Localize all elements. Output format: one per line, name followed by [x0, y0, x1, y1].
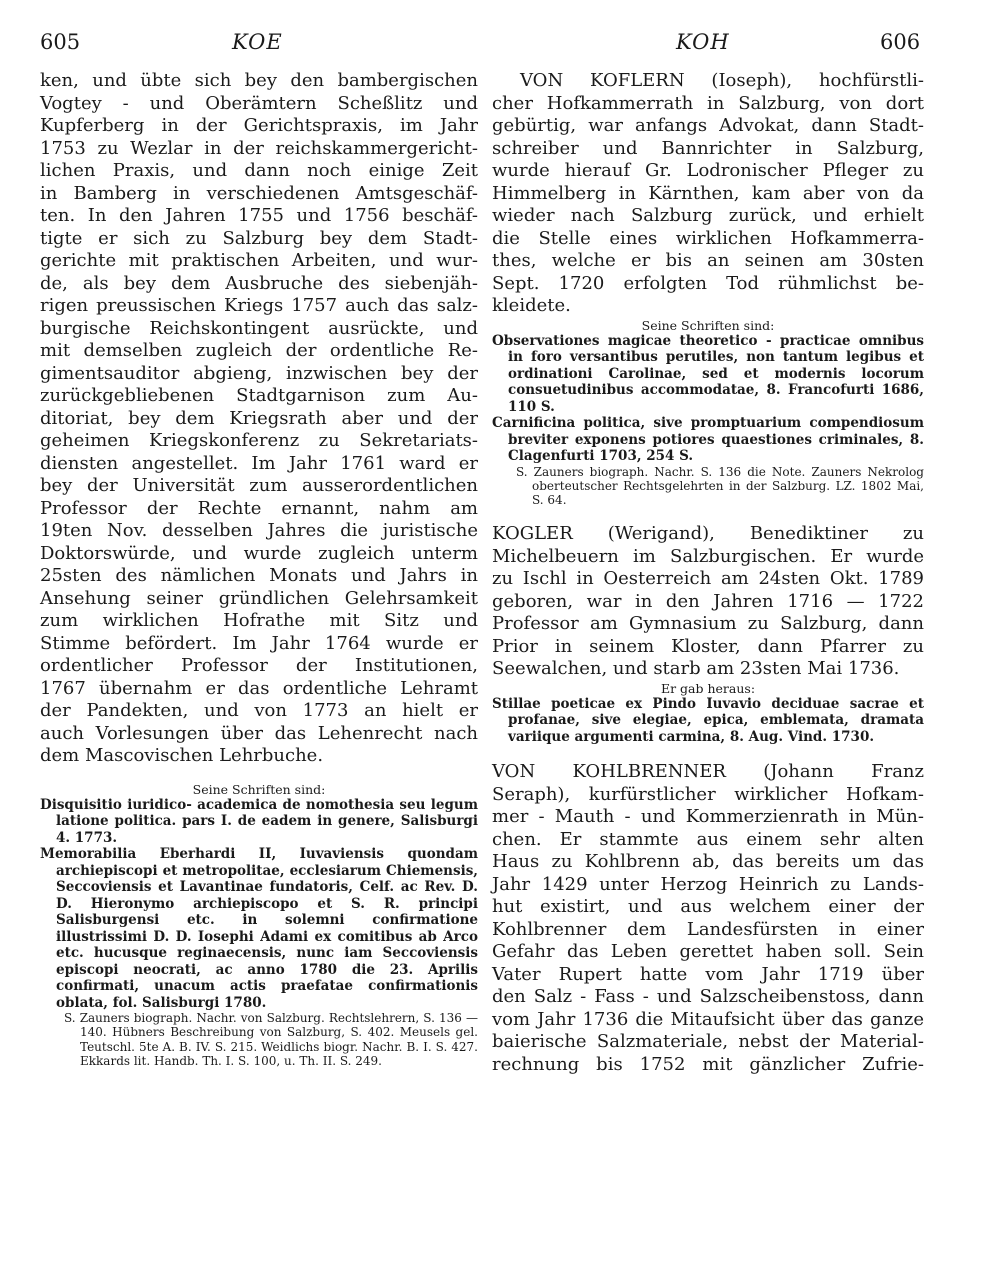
text-line: kleidete.: [492, 295, 571, 316]
text-line: wieder nach Salzburg zurück, und erhielt: [492, 205, 924, 226]
text-line: 19ten Nov. desselben Jahres die juristische: [40, 520, 478, 541]
body-paragraph: [40, 70, 478, 768]
entry-kogler: [492, 523, 924, 681]
text-line: auch Vorlesungen über das Lehenrecht nach: [40, 722, 478, 744]
right-column: [492, 70, 924, 1076]
text-line: 1753 zu Wezlar in der reichskammergericht-: [40, 137, 478, 159]
text-line: Gefahr das Leben gerettet haben soll. Sein: [492, 941, 924, 963]
bibliography-entry: Carnificina politica, sive promptuarium compendiosum breviter exponens potiores quaestiones criminales, 8. Clagenfurti 1703, 254 S.: [492, 415, 924, 464]
text-line: geboren, war in den Jahren 1716 — 1722: [492, 590, 924, 612]
text-line: Kohlbrenner dem Landesfürsten in einer: [492, 918, 924, 940]
text-line: in Bamberg in verschiedenen Amtsgeschäf-: [40, 182, 478, 204]
text-line: rigen preussischen Kriegs 1757 auch das salz-: [40, 295, 478, 316]
text-line: thes, welche er bis an seinen am 30sten: [492, 250, 924, 271]
bibliography-entry: Memorabilia Eberhardi II, Iuvaviensis quondam archiepiscopi et metropolitae, ecclesiarum Chiemensis, Seccoviensis et Lavantinae fundatoris, Celf. ac Rev. D. D. Hieronymo archiepiscopo et S. R. principi Salisburgensi etc. in solemni confirmatione illustrissimi D. D. Iosephi Adami ex comitibus ab Arco etc. hucusque reginaecensis, nunc iam Seccoviensis episcopi neocrati, ac anno 1780 die 23. Aprilis confirmati, unacum actis praefatae confirmationis oblata, fol. Salisburgi 1780.: [40, 846, 478, 1011]
page-number-left: 605: [40, 30, 81, 54]
text-line: Doktorswürde, und wurde zugleich unterm: [40, 542, 478, 564]
text-line: Sept. 1720 erfolgten Tod rühmlichst be-: [492, 272, 924, 294]
text-line: chen. Er stammte aus einem sehr alten: [492, 828, 924, 850]
text-line: Himmelberg in Kärnthen, kam aber von da: [492, 182, 924, 204]
text-line: de, als bey dem Ausbruche des siebenjäh-: [40, 272, 478, 294]
running-head-right: KOH: [676, 30, 730, 54]
works-heading: Seine Schriften sind:: [641, 317, 775, 333]
text-line: geheimen Kriegskonferenz zu Sekretariats-: [40, 430, 478, 451]
references-note: S. Zauners biograph. Nachr. S. 136 die Note. Zauners Nekrolog oberteutscher Rechtsgelehrten in der Salzburg. LZ. 1802 Mai, S. 64.: [516, 464, 924, 508]
text-line: gerichte mit praktischen Arbeiten, und wur-: [40, 250, 478, 271]
text-line: Prior in seinem Kloster, dann Pfarrer zu: [492, 635, 924, 657]
text-line: zurückgebliebenen Stadtgarnison zum Au-: [40, 385, 478, 406]
text-line: Vater Rupert hatte vom Jahr 1719 über: [492, 963, 924, 985]
text-line: Ansehung seiner gründlichen Gelehrsamkeit: [40, 587, 478, 609]
text-line: burgische Reichskontingent ausrückte, und: [40, 317, 478, 339]
text-line: Michelbeuern im Salzburgischen. Er wurde: [492, 545, 924, 567]
text-line: vom Jahr 1736 die Mitaufsicht über das ganze: [492, 1008, 924, 1030]
text-line: diensten angestellet. Im Jahr 1761 ward er: [40, 452, 478, 474]
text-line: die Stelle eines wirklichen Hofkammerra-: [492, 227, 924, 249]
text-line: 1767 übernahm er das ordentliche Lehramt: [40, 677, 478, 699]
text-line: Professor der Rechte ernannt, nahm am: [40, 497, 478, 519]
bibliography-entry: Observationes magicae theoretico - practicae omnibus in foro versantibus perutiles, non tantum legibus et ordinationi Carolinae, sed et modernis locorum consuetudinibus accommodatae, 8. Francofurti 1686, 110 S.: [492, 332, 924, 415]
running-head-left: KOE: [232, 30, 283, 54]
entry-head-line: KOGLER (Werigand), Benediktiner zu: [492, 523, 924, 545]
text-line: mer - Mauth - und Kommerzienrath in Mün-: [492, 806, 924, 828]
text-line: zum wirklichen Hofrathe mit Sitz und: [40, 610, 478, 631]
text-line: gimentsauditor abgieng, inzwischen bey der: [40, 362, 478, 384]
references-note: S. Zauners biograph. Nachr. von Salzburg. Rechtslehrern, S. 136 — 140. Hübners Beschreibung von Salzburg, S. 402. Meusels gel. Teutschl. 5te A. B. IV. S. 215. Weidlichs biogr. Nachr. B. I. S. 427. Ekkards lit. Handb. Th. I. S. 100, u. Th. II. S. 249.: [64, 1011, 478, 1068]
works-heading: Seine Schriften sind:: [192, 781, 326, 797]
text-line: Stimme befördert. Im Jahr 1764 wurde er: [40, 632, 478, 654]
text-line: ten. In den Jahren 1755 und 1756 beschäf-: [40, 205, 478, 226]
text-line: baierische Salzmateriale, nebst der Material-: [492, 1031, 924, 1053]
text-line: Vogtey - und Oberämtern Scheßlitz und: [40, 92, 478, 114]
text-line: schreiber und Bannrichter in Salzburg,: [492, 137, 924, 159]
bibliography-entry: Stillae poeticae ex Pindo Iuvavio deciduae sacrae et profanae, sive elegiae, epica, emblemata, dramata variique argumenti carmina, 8. Aug. Vind. 1730.: [492, 695, 924, 745]
page-number-right: 606: [880, 30, 921, 54]
text-line: Seewalchen, und starb am 23sten Mai 1736.: [492, 658, 900, 680]
left-column: [40, 70, 478, 1068]
text-line: bey der Universität zum ausserordentlichen: [40, 475, 478, 496]
text-line: cher Hofkammerrath in Salzburg, von dort: [492, 92, 924, 114]
text-line: hut existirt, und aus welchem einer der: [492, 896, 924, 918]
text-line: Jahr 1429 unter Herzog Heinrich zu Lands-: [492, 873, 924, 895]
entry-kohlbrenner: [492, 761, 924, 1076]
text-line: Kupferberg in der Gerichtspraxis, im Jahr: [40, 115, 478, 136]
text-line: ordentlicher Professor der Institutionen,: [40, 655, 478, 676]
text-line: den Salz - Fass - und Salzscheibenstoss, dann: [492, 986, 924, 1008]
entry-head-line: VON KOHLBRENNER (Johann Franz: [492, 761, 924, 783]
bibliography-entry: Disquisitio iuridico- academica de nomothesia seu legum latione politica. pars I. de eadem in genere, Salisburgi 4. 1773.: [40, 796, 478, 846]
text-line: lichen Praxis, und dann noch einige Zeit: [40, 160, 478, 181]
page-header: [0, 30, 1000, 62]
text-line: Professor am Gymnasium zu Salzburg, dann: [492, 613, 924, 635]
text-line: dem Mascovischen Lehrbuche.: [40, 745, 324, 766]
text-line: gebürtig, war anfangs Advokat, dann Stadt-: [492, 115, 924, 136]
text-line: ditoriat, bey dem Kriegsrath aber und der: [40, 407, 478, 429]
text-line: wurde hierauf Gr. Lodronischer Pfleger zu: [492, 160, 924, 181]
entry-head-line: VON KOFLERN (Ioseph), hochfürstli-: [520, 70, 924, 91]
works-heading: Er gab heraus:: [660, 680, 756, 696]
entry-koflern: [492, 70, 924, 318]
text-line: tigte er sich zu Salzburg bey dem Stadt-: [40, 227, 478, 249]
text-line: Seraph), kurfürstlicher wirklicher Hofkam-: [492, 783, 924, 805]
text-line: Haus zu Kohlbrenn ab, das bereits um das: [492, 851, 924, 873]
text-line: ken, und übte sich bey den bambergischen: [40, 70, 478, 91]
text-line: rechnung bis 1752 mit gänzlicher Zufrie-: [492, 1053, 924, 1075]
text-line: der Pandekten, und von 1773 an hielt er: [40, 700, 478, 721]
text-line: zu Ischl in Oesterreich am 24sten Okt. 1789: [492, 568, 924, 590]
text-line: mit demselben zugleich der ordentliche Re-: [40, 340, 478, 361]
text-line: 25sten des nämlichen Monats und Jahrs in: [40, 565, 478, 586]
